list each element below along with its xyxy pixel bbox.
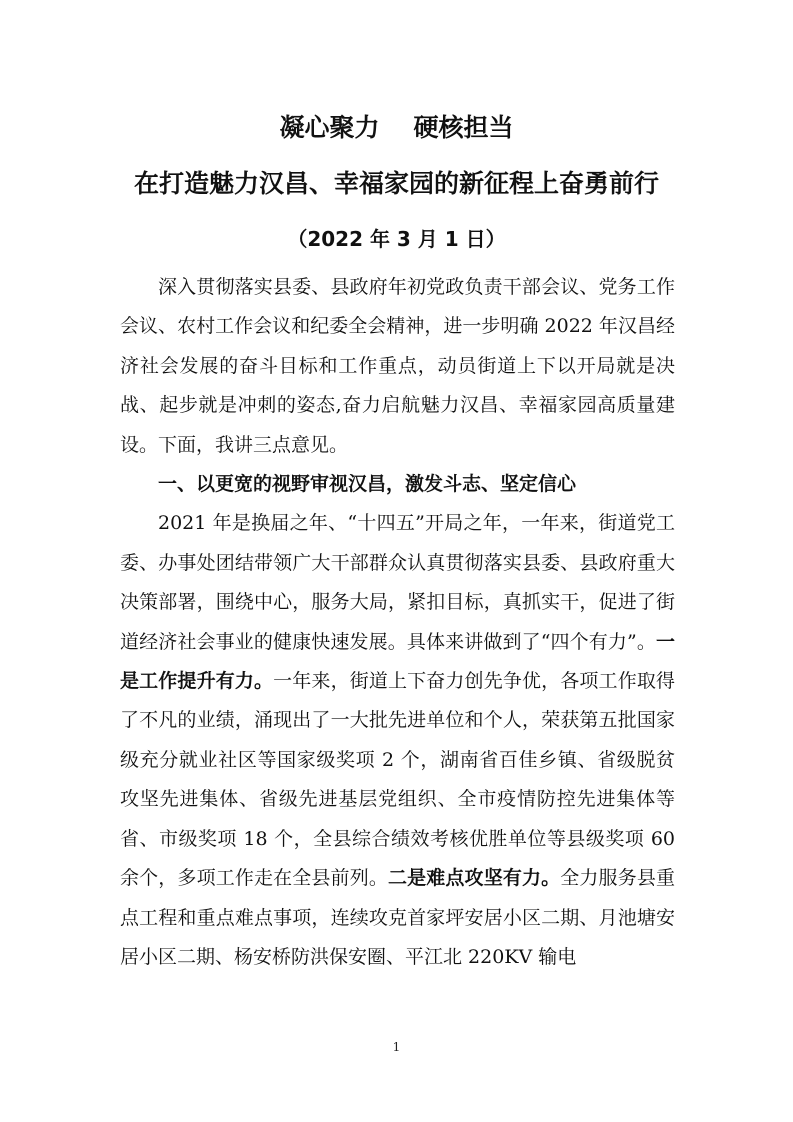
document-title — [0, 110, 793, 146]
section-1-text-c: 全力服务县重点工程和重点难点事项，连续攻克首家坪安居小区二期、月池塘安居小区二期、杨安桥防洪保安圈、平江北 220KV 输电 — [120, 867, 675, 968]
title-part-2: 硬核担当 — [413, 113, 514, 142]
point-2-bold: 二是难点攻坚有力。 — [387, 867, 561, 890]
title-part-1: 凝心聚力 — [279, 113, 380, 142]
point-1-bold: 一是工作提升有力。 — [120, 630, 675, 693]
section-1-text-a: 2021 年是换届之年、“十四五”开局之年，一年来，街道党工委、办事处团结带领广大干部群众认真贯彻落实县委、县政府重大决策部署，围绕中心，服务大局，紧扣目标，真抓实干，促进了街道经济社会事业的健康快速发展。具体来讲做到了“四个有力”。 — [120, 512, 675, 653]
document-date: （2022 年 3 月 1 日） — [287, 227, 506, 251]
document-body — [120, 268, 675, 977]
intro-paragraph: 深入贯彻落实县委、县政府年初党政负责干部会议、党务工作会议、农村工作会议和纪委全会精神，进一步明确 2022 年汉昌经济社会发展的奋斗目标和工作重点，动员街道上下以开局就是决战、起步就是冲刺的姿态,奋力启航魅力汉昌、幸福家园高质量建设。下面，我讲三点意见。 — [120, 276, 675, 456]
page-number: 1 — [392, 1040, 401, 1054]
section-1-text-b: 一年来，街道上下奋力创先争优，各项工作取得了不凡的业绩，涌现出了一大批先进单位和个人，荣获第五批国家级充分就业社区等国家级奖项 2 个，湖南省百佳乡镇、省级脱贫攻坚先进集体、省级先进基层党组织、全市疫情防控先进集体等省、市级奖项 18 个，全县综合绩效考核优胜单位等县级奖项 60 余个，多项工作走在全县前列。 — [120, 670, 675, 890]
section-1-paragraph — [120, 504, 675, 977]
document-subtitle: 在打造魅力汉昌、幸福家园的新征程上奋勇前行 — [133, 169, 659, 198]
section-1-heading: 一、以更宽的视野审视汉昌，激发斗志、坚定信心 — [158, 473, 577, 496]
